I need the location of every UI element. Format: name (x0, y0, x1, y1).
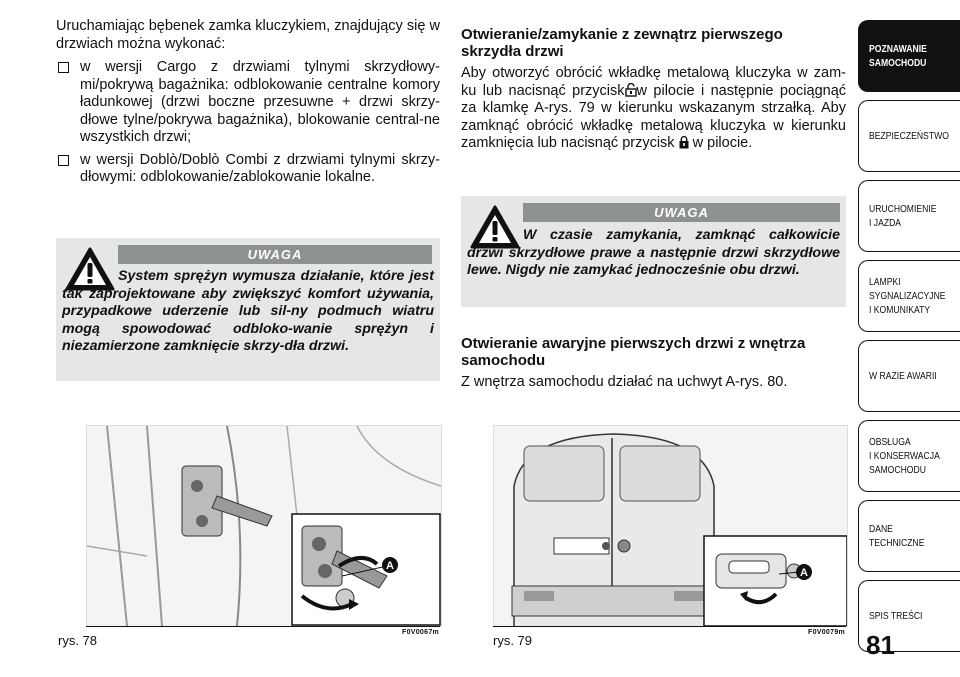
chapter-tabs (858, 20, 960, 660)
warning-text: System sprężyn wymusza działanie, które jest tak zaprojektowane aby zwiększyć komfort używania, przypadkowe uderzenie lub sil-ny podmuch wiatru mogą spowodować odbloko-wanie sprężyn i niezamierzone zamknięcie skrzy-dła drzwi. (62, 268, 434, 354)
figure-caption: rys. 78 (58, 633, 98, 648)
tab-lampki-sygnalizacyjne[interactable]: LAMPKI SYGNALIZACYJNE I KOMUNIKATY (858, 260, 960, 332)
figure-code: F0V0079m (808, 629, 846, 636)
figure-code: F0V0067m (402, 629, 440, 636)
tab-obsluga-i-konserwacja[interactable]: OBSŁUGA I KONSERWACJA SAMOCHODU (858, 420, 960, 492)
bullet-list (56, 59, 440, 187)
intro-paragraph: Uruchamiając bębenek zamka kluczykiem, znajdujący się w drzwiach można wykonać: (56, 18, 440, 52)
list-item: w wersji Doblò/Doblò Combi z drzwiami tylnymi skrzy-dłowymi: odblokowanie/zablokowanie lokalne. (56, 152, 440, 187)
warning-box-left (56, 238, 440, 381)
right-column (461, 26, 846, 153)
tab-poznawanie-samochodu[interactable]: POZNAWANIE SAMOCHODU (858, 20, 960, 92)
tab-spis-tresci[interactable]: SPIS TREŚCI (858, 580, 960, 652)
figure-door-hinge (86, 425, 442, 627)
tab-uruchomienie-i-jazda[interactable]: URUCHOMIENIE I JAZDA (858, 180, 960, 252)
page-number: 81 (866, 630, 895, 660)
checkbox-bullet-icon (58, 62, 69, 73)
caption-rule (86, 626, 440, 627)
section-heading: Otwieranie/zamykanie z zewnątrz pierwszego skrzydła drzwi (461, 26, 783, 60)
figure-caption: rys. 79 (493, 633, 533, 648)
right-column-lower (461, 335, 846, 392)
callout-label: A (386, 560, 394, 572)
unlock-button-icon (625, 83, 637, 97)
tab-w-razie-awarii[interactable]: W RAZIE AWARII (858, 340, 960, 412)
lock-button-icon (679, 136, 689, 149)
section-heading: Otwieranie awaryjne pierwszych drzwi z wnętrza samochodu (461, 335, 806, 369)
door-hinge-illustration (87, 426, 441, 626)
callout-label: A (800, 567, 808, 579)
paragraph: Z wnętrza samochodu działać na uchwyt A-rys. 80. (461, 374, 788, 390)
caption-rule (493, 626, 846, 627)
warning-text: W czasie zamykania, zamknąć całkowicie drzwi skrzydłowe prawe a następnie drzwi skrzydłowe lewe. Nigdy nie zamykać jednocześnie obu drzwi. (467, 227, 840, 278)
checkbox-bullet-icon (58, 155, 69, 166)
left-column (56, 18, 440, 192)
tab-bezpieczenstwo[interactable]: BEZPIECZEŃSTWO (858, 100, 960, 172)
paragraph: Aby otworzyć obrócić wkładkę metalową kluczyka w zam-ku lub nacisnąć przycisk w pilocie i następnie pociągnąć za klamkę A-rys. 79 w kierunku wskazanym strzałką. Aby zamknąć obrócić wkładkę metalową kluczyka w kierunku zamknięcia lub nacisnąć przycisk w pilocie. (461, 65, 847, 151)
warning-box-right (461, 196, 846, 307)
tab-dane-techniczne[interactable]: DANE TECHNICZNE (858, 500, 960, 572)
figure-rear-doors (493, 425, 848, 627)
warning-title: UWAGA (523, 203, 840, 222)
warning-title: UWAGA (118, 245, 432, 264)
list-item: w wersji Cargo z drzwiami tylnymi skrzydłowy-mi/pokrywą bagażnika: odblokowanie centralne komory ładunkowej (drzwi boczne przesuwne + drzwi skrzy-dłowe tylne/pokrywa bagażnika), blokowanie central-ne wszystkich drzwi; (56, 59, 440, 147)
rear-doors-illustration (494, 426, 847, 626)
